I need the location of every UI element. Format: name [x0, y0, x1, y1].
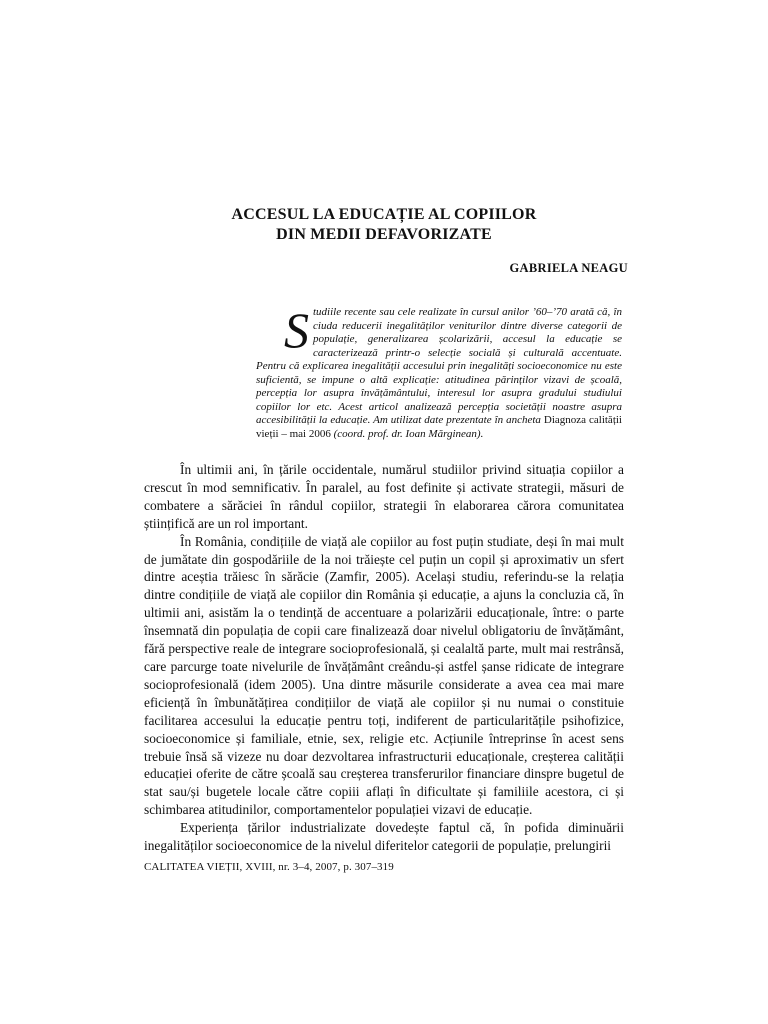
author-name: GABRIELA NEAGU — [509, 261, 628, 275]
abstract-text: tudiile recente sau cele realizate în cursul anilor ’60–’70 arată că, în ciuda reducerii inegalităților veniturilor dintre diverse categorii de populație, generalizarea școlarizării, accesul la educație se caracterizează printr-o selecție socială și culturală accentuate. Pentru că explicarea inegalității accesului prin inegalități socioeconomice nu este suficientă, se impune o altă explicație: atitudinea părinților vizavi de școală, percepția lor asupra învățământului, interesul lor asupra gradului studiului copiilor lor etc. Acest articol analizează percepția societății noastre asupra accesibilității la educație. Am utilizat date prezentate în ancheta — [256, 306, 622, 426]
paragraph-3: Experiența țărilor industrializate dovedește faptul că, în pofida diminuării inegalităților socioeconomice de la nivelul diferitelor categorii de populație, prelungirii — [144, 820, 624, 854]
abstract-dropcap: S — [284, 302, 309, 358]
title-line-1: ACCESUL LA EDUCAȚIE AL COPIILOR — [231, 206, 537, 223]
paragraph-2: În România, condițiile de viață ale copiilor au fost puțin studiate, deși în mai mult de jumătate din gospodăriile de la noi trăiește cel puțin un copil și aproximativ un sfert dintre aceștia trăiesc în sărăcie (Zamfir, 2005). Același studiu, referindu-se la relația dintre condițiile de viață ale copiilor din România și educație, a ajuns la concluzia că, în ultimii ani, asistăm la o tendință de accentuare a polarizării educaționale, între: o parte însemnată din populația de copii care finalizează doar nivelul obligatoriu de învățământ, fără perspective reale de integrare socioprofesională, și cealaltă parte, mult mai restrânsă, care parcurge toate nivelurile de învățământ creându-și astfel șanse ridicate de integrare socioprofesională (idem 2005). Una dintre măsurile considerate a avea cea mai mare eficiență în îmbunătățirea condițiilor de viață ale copiilor și nu numai o constituie facilitarea accesului la educație pentru toți, indiferent de particularitățile psihofizice, socioeconomice și familiale, etnie, sex, religie etc. Acțiunile întreprinse în acest sens trebuie însă să vizeze nu doar dezvoltarea infrastructurii educaționale, creșterea calității educației oferite de către școală sau creșterea transferurilor financiare dinspre bugetul de stat sau/și bugetele locale către copiii aflați în dificultate și familiile acestora, ci și schimbarea atitudinilor, comportamentelor populației vizavi de educație. — [144, 533, 624, 818]
title-line-2: DIN MEDII DEFAVORIZATE — [276, 226, 492, 243]
body-text — [144, 461, 624, 855]
abstract — [256, 302, 622, 441]
article-title — [130, 205, 638, 245]
journal-footer: CALITATEA VIEȚII, XVIII, nr. 3–4, 2007, p. 307–319 — [144, 861, 394, 873]
abstract-coordinator: (coord. prof. dr. Ioan Mărginean). — [330, 427, 484, 440]
abstract-study-name: Diagnoza calității vieții – mai 2006 — [256, 414, 622, 440]
paragraph-1: În ultimii ani, în țările occidentale, numărul studiilor privind situația copiilor a crescut în mod semnificativ. În paralel, au fost definite și activate strategii, măsuri de combatere a sărăciei în rândul copiilor, strategii în elaborarea cărora comunitatea științifică are un rol important. — [144, 462, 624, 531]
